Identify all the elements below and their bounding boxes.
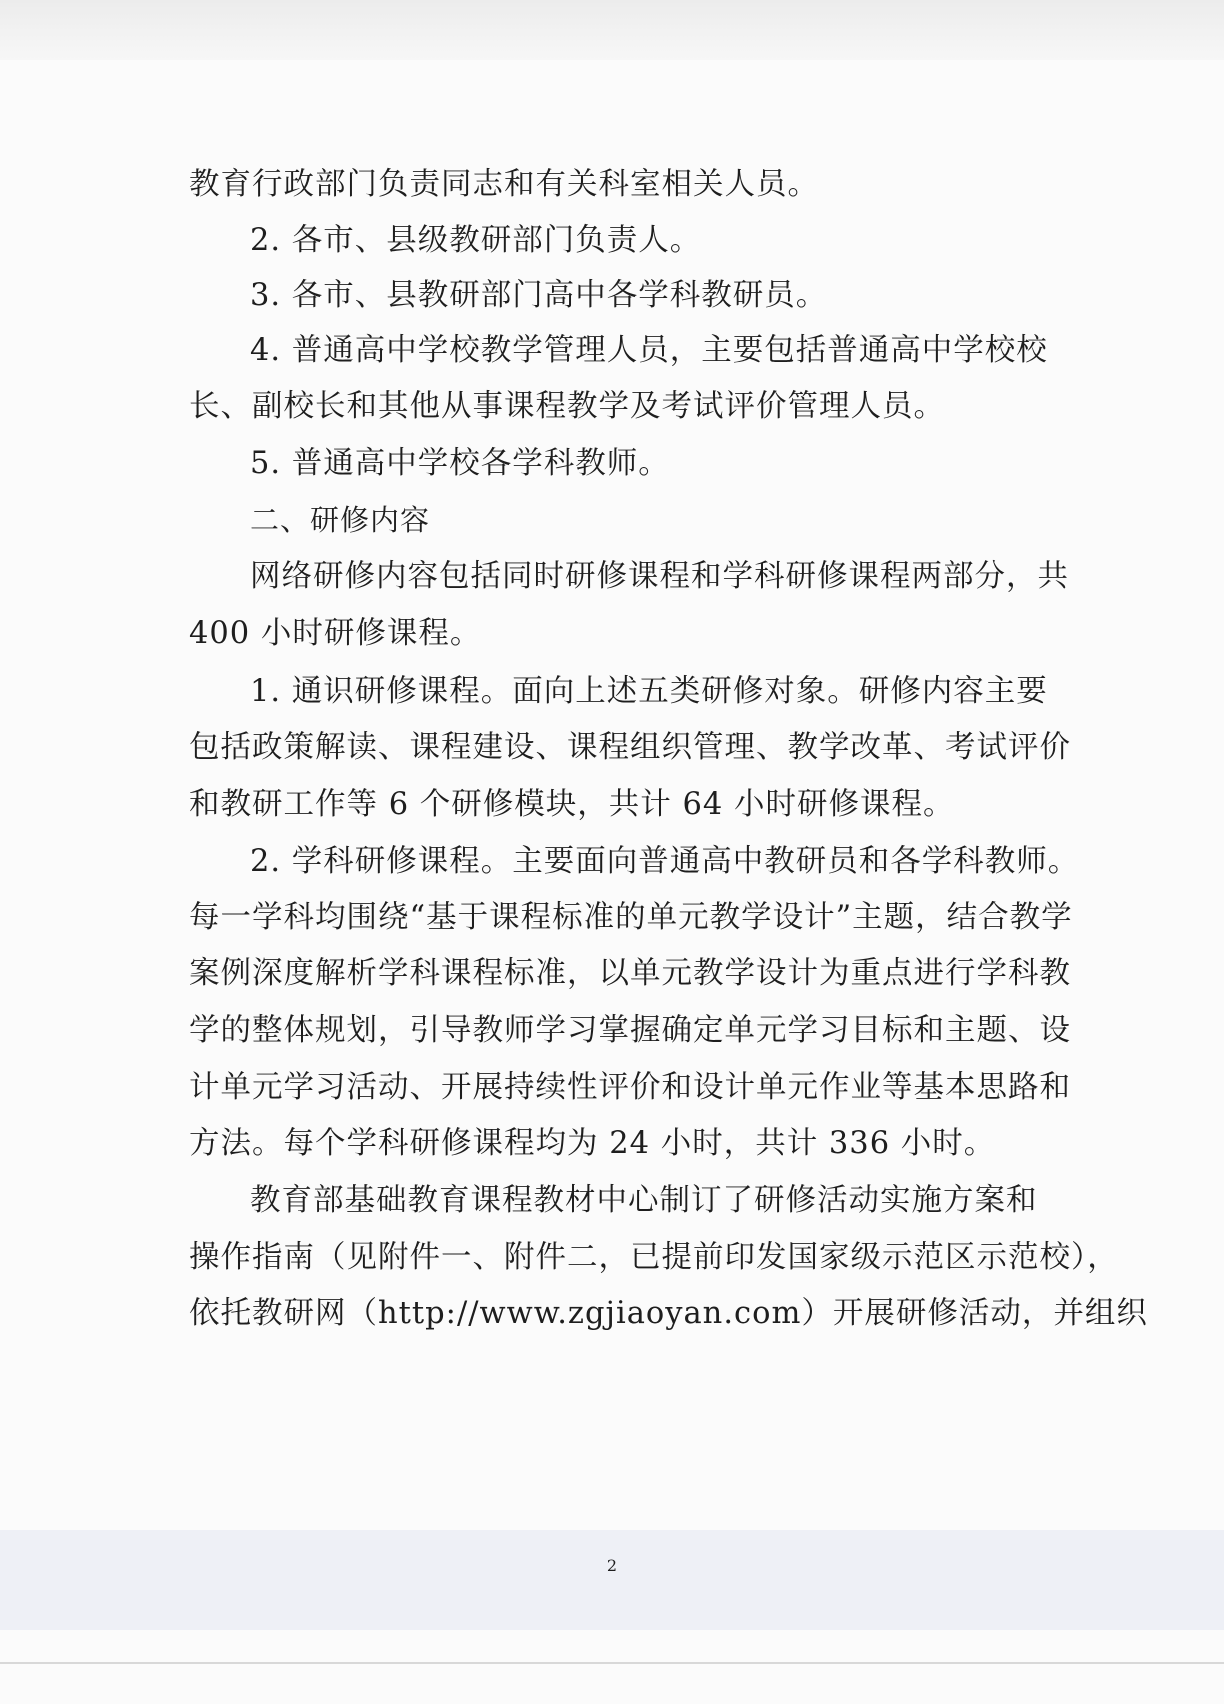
section-heading: 二、研修内容: [250, 503, 431, 537]
text-line-10: 1. 通识研修课程。面向上述五类研修对象。研修内容主要: [250, 674, 1048, 709]
text-line-11: 包括政策解读、课程建设、课程组织管理、教学改革、考试评价: [189, 730, 1071, 765]
page-number: 2: [606, 1556, 618, 1575]
text-line-18: 方法。每个学科研修课程均为 24 小时，共计 336 小时。: [189, 1126, 996, 1161]
text-line-19: 教育部基础教育课程教材中心制订了研修活动实施方案和: [250, 1183, 1038, 1218]
scan-top-band: [0, 0, 1224, 60]
text-line-9: 400 小时研修课程。: [189, 616, 482, 651]
text-line-6: 5. 普通高中学校各学科教师。: [250, 446, 670, 481]
text-line-21: 依托教研网（http://www.zgjiaoyan.com）开展研修活动，并组织: [189, 1296, 1148, 1331]
text-line-1: 教育行政部门负责同志和有关科室相关人员。: [189, 167, 819, 202]
text-line-15: 案例深度解析学科课程标准，以单元教学设计为重点进行学科教: [189, 956, 1071, 991]
text-line-17: 计单元学习活动、开展持续性评价和设计单元作业等基本思路和: [189, 1070, 1071, 1105]
text-line-16: 学的整体规划，引导教师学习掌握确定单元学习目标和主题、设: [189, 1013, 1071, 1048]
text-line-12: 和教研工作等 6 个研修模块，共计 64 小时研修课程。: [189, 787, 955, 822]
text-line-4: 4. 普通高中学校教学管理人员，主要包括普通高中学校校: [250, 333, 1048, 368]
text-line-20: 操作指南（见附件一、附件二，已提前印发国家级示范区示范校），: [189, 1240, 1119, 1275]
scan-bottom-band: [0, 1530, 1224, 1630]
text-line-5: 长、副校长和其他从事课程教学及考试评价管理人员。: [189, 389, 945, 424]
text-line-3: 3. 各市、县教研部门高中各学科教研员。: [250, 278, 828, 313]
text-line-2: 2. 各市、县级教研部门负责人。: [250, 223, 702, 258]
text-line-8: 网络研修内容包括同时研修课程和学科研修课程两部分，共: [250, 559, 1069, 594]
scan-bottom-rule: [0, 1662, 1224, 1664]
text-line-14: 每一学科均围绕“基于课程标准的单元教学设计”主题，结合教学: [189, 900, 1073, 935]
text-line-13: 2. 学科研修课程。主要面向普通高中教研员和各学科教师。: [250, 844, 1080, 879]
